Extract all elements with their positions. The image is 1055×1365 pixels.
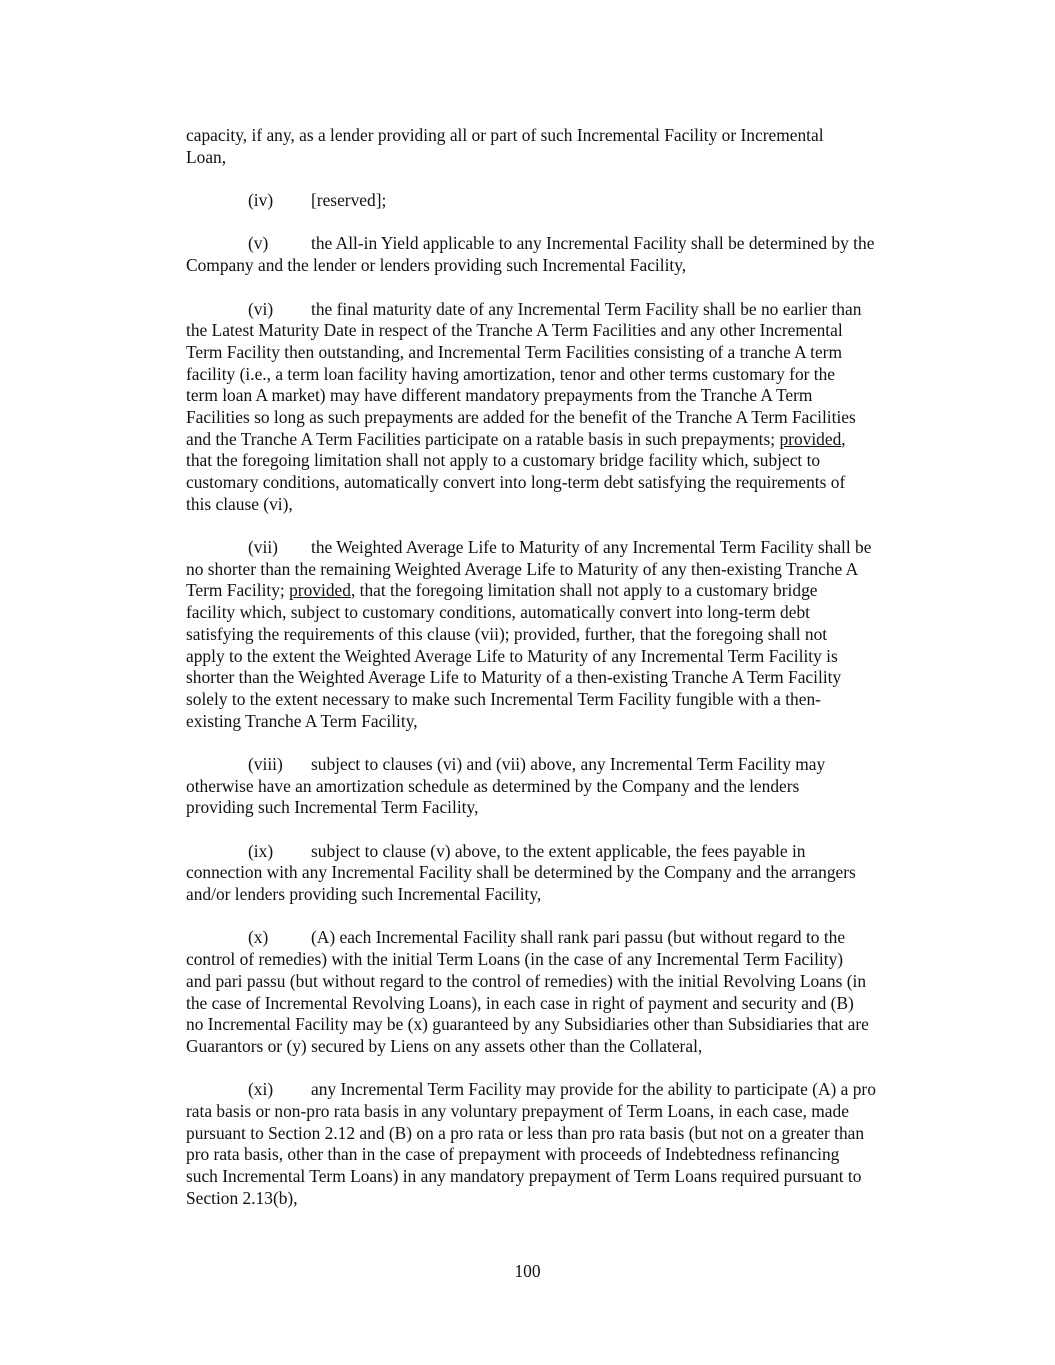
- text-line: [186, 1166, 936, 1188]
- paragraph: [186, 190, 936, 212]
- text-line: [186, 1079, 936, 1101]
- text-line: [186, 255, 936, 277]
- line-text: ,: [841, 428, 846, 449]
- paragraph: [186, 754, 936, 819]
- text-line: [186, 385, 936, 407]
- line-text: this clause (vi),: [186, 493, 293, 514]
- line-text: satisfying the requirements of this clause (vii); provided, further, that the foregoing shall not: [186, 623, 828, 644]
- line-text: subject to clauses (vi) and (vii) above, any Incremental Term Facility may: [311, 753, 826, 774]
- text-line: [186, 364, 936, 386]
- text-line: [186, 927, 936, 949]
- paragraph: [186, 537, 936, 732]
- line-text: Company and the lender or lenders providing such Incremental Facility,: [186, 255, 687, 276]
- line-text: existing Tranche A Term Facility,: [186, 710, 418, 731]
- line-text: Loan,: [186, 146, 227, 167]
- text-line: [186, 450, 936, 472]
- paragraph: [186, 927, 936, 1057]
- text-line: [186, 429, 936, 451]
- text-line: [186, 993, 936, 1015]
- clause-number: (x): [248, 927, 269, 948]
- clause-number: (viii): [248, 753, 283, 774]
- text-line: [186, 754, 936, 776]
- line-text: term loan A market) may have different mandatory prepayments from the Tranche A Term: [186, 385, 813, 406]
- text-line: [186, 1144, 936, 1166]
- text-line: [186, 559, 936, 581]
- text-line: [186, 841, 936, 863]
- line-text: solely to the extent necessary to make such Incremental Term Facility fungible with a then-: [186, 688, 821, 709]
- line-text: customary conditions, automatically convert into long-term debt satisfying the requirements of: [186, 472, 846, 492]
- line-text: the case of Incremental Revolving Loans), in each case in right of payment and security and (B): [186, 992, 854, 1013]
- text-line: [186, 1188, 936, 1210]
- line-text: Guarantors or (y) secured by Liens on any assets other than the Collateral,: [186, 1035, 703, 1056]
- line-text: the All-in Yield applicable to any Incremental Facility shall be determined by the: [311, 233, 875, 254]
- line-text: facility which, subject to customary conditions, automatically convert into long-term debt: [186, 602, 810, 623]
- text-line: [186, 299, 936, 321]
- line-text: no Incremental Facility may be (x) guaranteed by any Subsidiaries other than Subsidiaries that are: [186, 1014, 869, 1035]
- clause-number: (vi): [248, 298, 274, 319]
- text-line: [186, 125, 936, 147]
- line-text: otherwise have an amortization schedule as determined by the Company and the lenders: [186, 775, 800, 796]
- line-text: connection with any Incremental Facility shall be determined by the Company and the arrangers: [186, 862, 856, 883]
- line-text: pursuant to Section 2.12 and (B) on a pro rata or less than pro rata basis (but not on a greater than: [186, 1122, 865, 1143]
- text-line: [186, 537, 936, 559]
- line-text: apply to the extent the Weighted Average Life to Maturity of any Incremental Term Facility is: [186, 645, 838, 666]
- text-line: [186, 667, 936, 689]
- line-text: Term Facility then outstanding, and Incremental Term Facilities consisting of a tranche A term: [186, 341, 842, 362]
- line-text: subject to clause (v) above, to the extent applicable, the fees payable in: [311, 840, 806, 861]
- paragraph: [186, 299, 936, 516]
- text-line: [186, 776, 936, 798]
- line-text: the Latest Maturity Date in respect of the Tranche A Term Facilities and any other Incremental: [186, 320, 843, 341]
- text-line: [186, 1101, 936, 1123]
- line-text: facility (i.e., a term loan facility having amortization, tenor and other terms customary for the: [186, 363, 836, 384]
- clause-number: (ix): [248, 840, 274, 861]
- text-line: [186, 884, 936, 906]
- text-line: [186, 147, 936, 169]
- line-text: the Weighted Average Life to Maturity of any Incremental Term Facility shall be: [311, 537, 872, 558]
- text-line: [186, 342, 936, 364]
- paragraph: [186, 233, 936, 276]
- text-line: [186, 602, 936, 624]
- line-text: and/or lenders providing such Incremental Facility,: [186, 884, 542, 905]
- paragraph: [186, 841, 936, 906]
- line-text: , that the foregoing limitation shall not apply to a customary bridge: [350, 580, 818, 601]
- line-text: control of remedies) with the initial Term Loans (in the case of any Incremental Term Facility): [186, 949, 844, 970]
- clause-number: (v): [248, 233, 269, 254]
- line-text: Section 2.13(b),: [186, 1187, 298, 1208]
- line-text: Term Facility;: [186, 580, 290, 601]
- line-text: shorter than the Weighted Average Life to Maturity of a then-existing Tranche A Term Facility: [186, 667, 842, 688]
- line-text: (A) each Incremental Facility shall rank pari passu (but without regard to the: [311, 927, 846, 948]
- clause-number: (iv): [248, 190, 274, 211]
- text-line: [186, 407, 936, 429]
- document-body: [186, 125, 936, 1231]
- text-line: [186, 949, 936, 971]
- underlined-term: provided: [779, 428, 842, 449]
- clause-number: (xi): [248, 1079, 274, 1100]
- paragraph: [186, 1079, 936, 1209]
- line-text: any Incremental Term Facility may provide for the ability to participate (A) a pro: [311, 1079, 876, 1100]
- text-line: [186, 472, 936, 494]
- text-line: [186, 494, 936, 516]
- text-line: [186, 689, 936, 711]
- text-line: [186, 711, 936, 733]
- text-line: [186, 190, 936, 212]
- line-text: providing such Incremental Term Facility,: [186, 797, 479, 818]
- text-line: [186, 646, 936, 668]
- line-text: pro rata basis, other than in the case of prepayment with proceeds of Indebtedness refinancing: [186, 1144, 840, 1165]
- line-text: and the Tranche A Term Facilities participate on a ratable basis in such prepayments;: [186, 428, 780, 449]
- line-text: and pari passu (but without regard to the control of remedies) with the initial Revolving Loans (in: [186, 970, 867, 991]
- text-line: [186, 580, 936, 602]
- page-number: 100: [514, 1261, 541, 1281]
- text-line: [186, 797, 936, 819]
- text-line: [186, 233, 936, 255]
- line-text: no shorter than the remaining Weighted Average Life to Maturity of any then-existing Tranche A: [186, 558, 859, 579]
- text-line: [186, 320, 936, 342]
- line-text: such Incremental Term Loans) in any mandatory prepayment of Term Loans required pursuant to: [186, 1166, 862, 1186]
- paragraph: [186, 125, 936, 168]
- line-text: the final maturity date of any Incremental Term Facility shall be no earlier than: [311, 298, 862, 319]
- text-line: [186, 1123, 936, 1145]
- text-line: [186, 1036, 936, 1058]
- text-line: [186, 862, 936, 884]
- clause-number: (vii): [248, 537, 278, 558]
- line-text: that the foregoing limitation shall not apply to a customary bridge facility which, subject to: [186, 450, 821, 471]
- text-line: [186, 624, 936, 646]
- line-text: [reserved];: [311, 190, 387, 211]
- line-text: capacity, if any, as a lender providing all or part of such Incremental Facility or Incremental: [186, 125, 824, 145]
- line-text: rata basis or non-pro rata basis in any voluntary prepayment of Term Loans, in each case, made: [186, 1100, 849, 1121]
- text-line: [186, 1014, 936, 1036]
- text-line: [186, 971, 936, 993]
- line-text: Facilities so long as such prepayments are added for the benefit of the Tranche A Term Facilities: [186, 406, 856, 427]
- underlined-term: provided: [289, 580, 351, 601]
